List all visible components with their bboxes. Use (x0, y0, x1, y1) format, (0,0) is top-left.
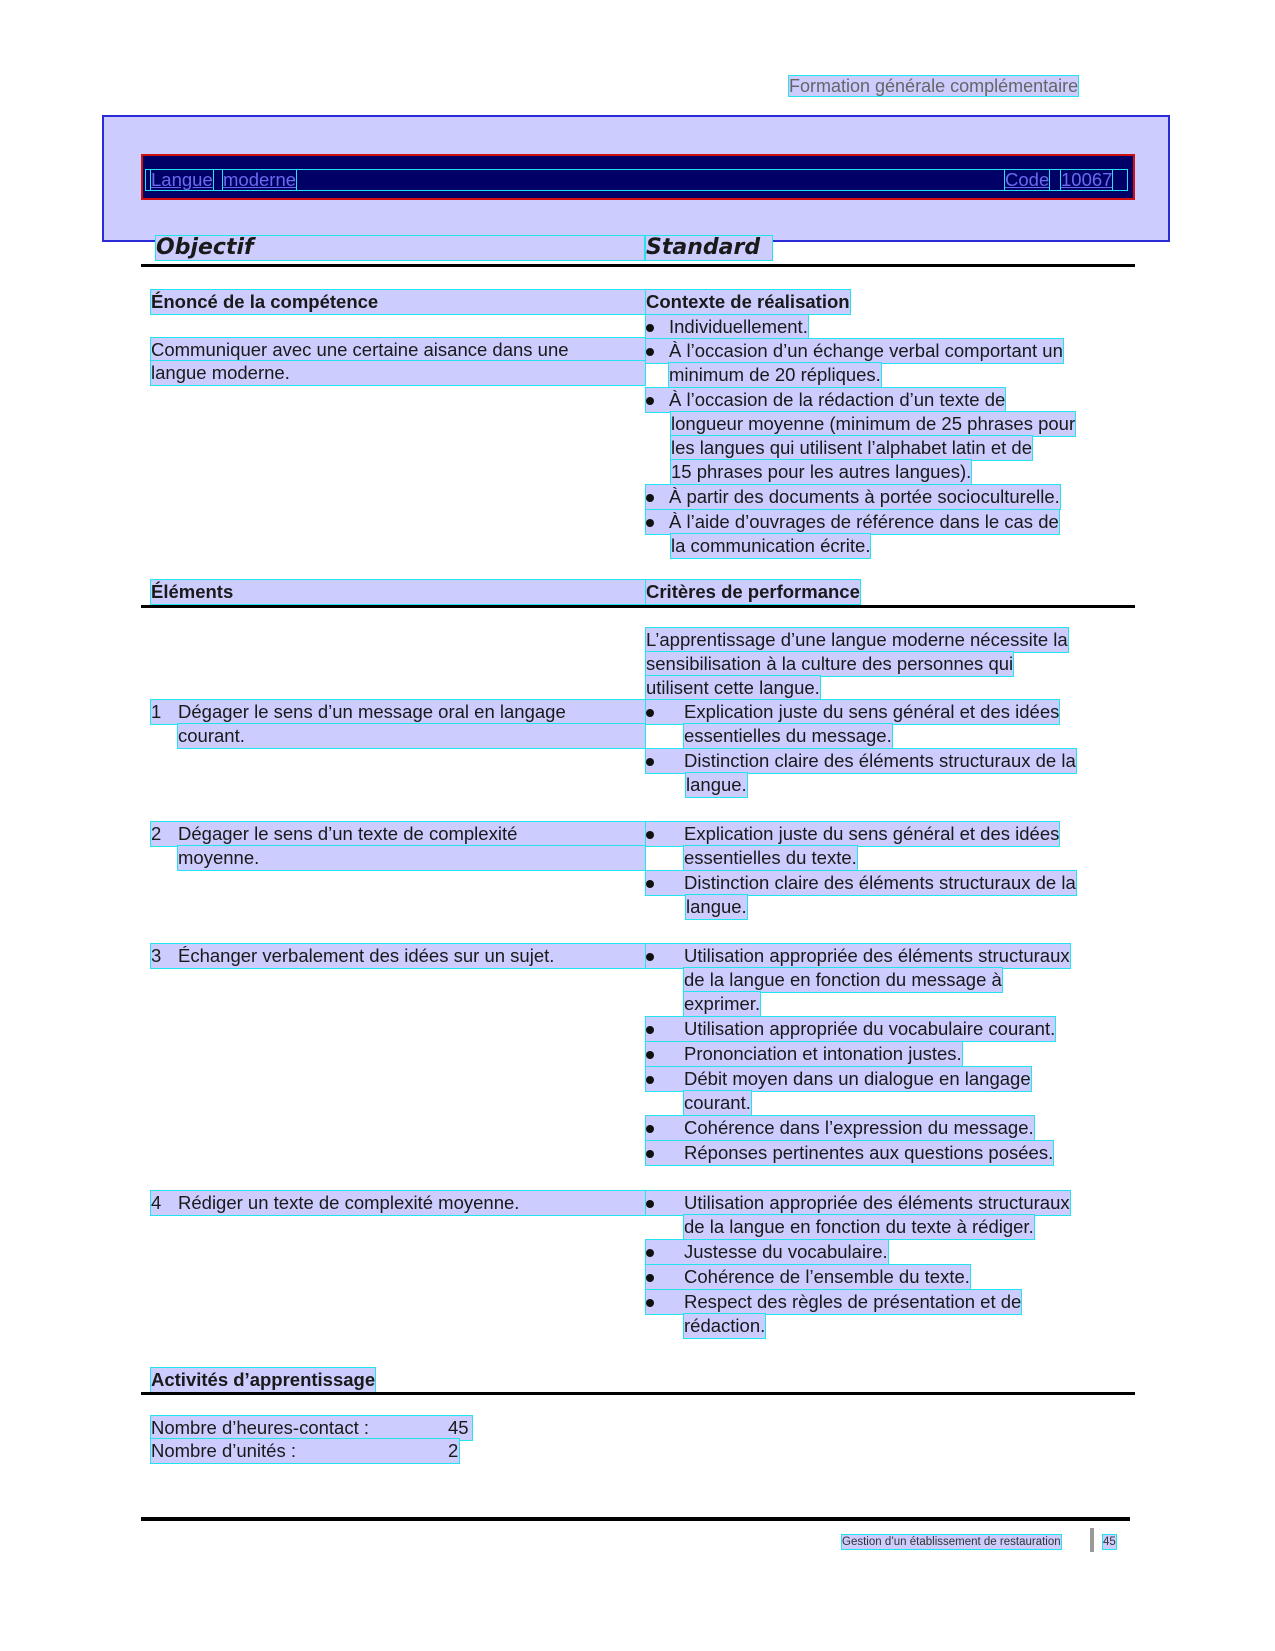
criterion-line: rédaction. (684, 1315, 766, 1336)
units-value: 2 (448, 1440, 459, 1461)
bullet-icon (646, 1051, 654, 1059)
element-number: 3 (151, 945, 162, 966)
criterion-line: Distinction claire des éléments structuraux de la (646, 749, 1076, 773)
element-number: 2 (151, 823, 162, 844)
criterion-line: essentielles du message. (684, 725, 892, 746)
criterion-line: langue. (686, 774, 747, 795)
criterion-line: Débit moyen dans un dialogue en langage (646, 1067, 1031, 1091)
footer-rule (141, 1517, 1130, 1521)
context-line: À partir des documents à portée socioculturelle. (646, 485, 1060, 509)
element-text: Dégager le sens d’un texte de complexité (178, 823, 518, 844)
context-line: À l’occasion de la rédaction d’un texte de (646, 388, 1005, 412)
bullet-icon (646, 831, 654, 839)
element-2 (151, 822, 645, 846)
bullet-icon (646, 1125, 654, 1133)
footer-separator (1090, 1528, 1094, 1552)
criterion-line: Explication juste du sens général et des idées (646, 822, 1059, 846)
criterion-line: Respect des règles de présentation et de (646, 1290, 1021, 1314)
element-1-line-2: courant. (178, 724, 645, 748)
context-line: 15 phrases pour les autres langues). (671, 461, 972, 482)
bullet-icon (646, 1200, 654, 1208)
bullet-icon (646, 1150, 654, 1158)
bullet-icon (646, 1076, 654, 1084)
bullet-icon (646, 519, 654, 527)
activities-heading: Activités d’apprentissage (151, 1369, 376, 1390)
criterion-line: Explication juste du sens général et des idées (646, 700, 1059, 724)
page-number: 45 (1103, 1536, 1116, 1548)
criterion-line: Justesse du vocabulaire. (646, 1240, 888, 1264)
competence-heading: Énoncé de la compétence (151, 290, 645, 314)
bullet-icon (646, 1299, 654, 1307)
running-header: Formation générale complémentaire (789, 76, 1079, 96)
bullet-icon (646, 494, 654, 502)
context-line: longueur moyenne (minimum de 25 phrases pour (671, 413, 1076, 434)
units-label: Nombre d’unités : (151, 1440, 296, 1461)
bullet-icon (646, 953, 654, 961)
criterion-line: Utilisation appropriée des éléments structuraux (646, 1191, 1070, 1215)
context-line: À l’aide d’ouvrages de référence dans le cas de (646, 510, 1059, 534)
criterion-line: Utilisation appropriée du vocabulaire courant. (646, 1017, 1055, 1041)
element-3 (151, 944, 645, 968)
criterion-line: courant. (684, 1092, 751, 1113)
criteria-intro-line: L’apprentissage d’une langue moderne nécessite la (646, 629, 1068, 650)
context-heading: Contexte de réalisation (646, 291, 850, 312)
element-text: Rédiger un texte de complexité moyenne. (178, 1192, 520, 1213)
elements-heading: Éléments (151, 580, 645, 604)
context-line: Individuellement. (646, 315, 808, 339)
criterion-line: de la langue en fonction du texte à rédiger. (684, 1216, 1034, 1237)
bullet-icon (646, 348, 654, 356)
competence-line-2: langue moderne. (151, 361, 645, 385)
element-number: 1 (151, 701, 162, 722)
rule-activities (141, 1392, 1135, 1395)
element-4 (151, 1191, 645, 1215)
objectif-heading: Objectif (156, 236, 644, 260)
criterion-line: Utilisation appropriée des éléments structuraux (646, 944, 1070, 968)
element-text: Dégager le sens d’un message oral en langage (178, 701, 566, 722)
hours-row (151, 1416, 472, 1440)
criterion-line: Distinction claire des éléments structuraux de la (646, 871, 1076, 895)
hours-label: Nombre d’heures-contact : (151, 1417, 369, 1438)
code-label: Code (1005, 169, 1050, 190)
bullet-icon (646, 1249, 654, 1257)
criterion-line: exprimer. (684, 993, 761, 1014)
bullet-icon (646, 880, 654, 888)
standard-heading: Standard (646, 236, 772, 260)
bullet-icon (646, 324, 654, 332)
criterion-line: de la langue en fonction du message à (684, 969, 1002, 990)
element-1 (151, 700, 645, 724)
context-line: la communication écrite. (671, 535, 871, 556)
criterion-line: Cohérence de l’ensemble du texte. (646, 1265, 970, 1289)
title-word-moderne: moderne (223, 169, 297, 190)
bullet-icon (646, 1274, 654, 1282)
element-text: Échanger verbalement des idées sur un sujet. (178, 945, 555, 966)
rule-top (141, 264, 1135, 267)
rule-elements (141, 605, 1135, 608)
criteria-intro-line: utilisent cette langue. (646, 677, 820, 698)
bullet-icon (646, 1026, 654, 1034)
competence-line-1: Communiquer avec une certaine aisance dans une (151, 338, 645, 362)
criterion-line: Prononciation et intonation justes. (646, 1042, 962, 1066)
context-line: À l’occasion d’un échange verbal comportant un (646, 339, 1063, 363)
code-value: 10067 (1061, 169, 1113, 190)
criterion-line: Cohérence dans l’expression du message. (646, 1116, 1034, 1140)
criterion-line: Réponses pertinentes aux questions posées. (646, 1141, 1053, 1165)
bullet-icon (646, 758, 654, 766)
footer-text: Gestion d’un établissement de restauration (842, 1536, 1061, 1548)
context-line: les langues qui utilisent l’alphabet latin et de (671, 437, 1032, 458)
criteria-intro-line: sensibilisation à la culture des personnes qui (646, 653, 1014, 674)
bullet-icon (646, 397, 654, 405)
criterion-line: essentielles du texte. (684, 847, 857, 868)
units-row (151, 1439, 459, 1463)
element-number: 4 (151, 1192, 162, 1213)
element-2-line-2: moyenne. (178, 846, 645, 870)
criteria-heading: Critères de performance (646, 581, 860, 602)
title-word-langue: Langue (151, 169, 213, 190)
hours-value: 45 (448, 1417, 469, 1438)
criterion-line: langue. (686, 896, 747, 917)
bullet-icon (646, 709, 654, 717)
context-line: minimum de 20 répliques. (669, 364, 881, 385)
